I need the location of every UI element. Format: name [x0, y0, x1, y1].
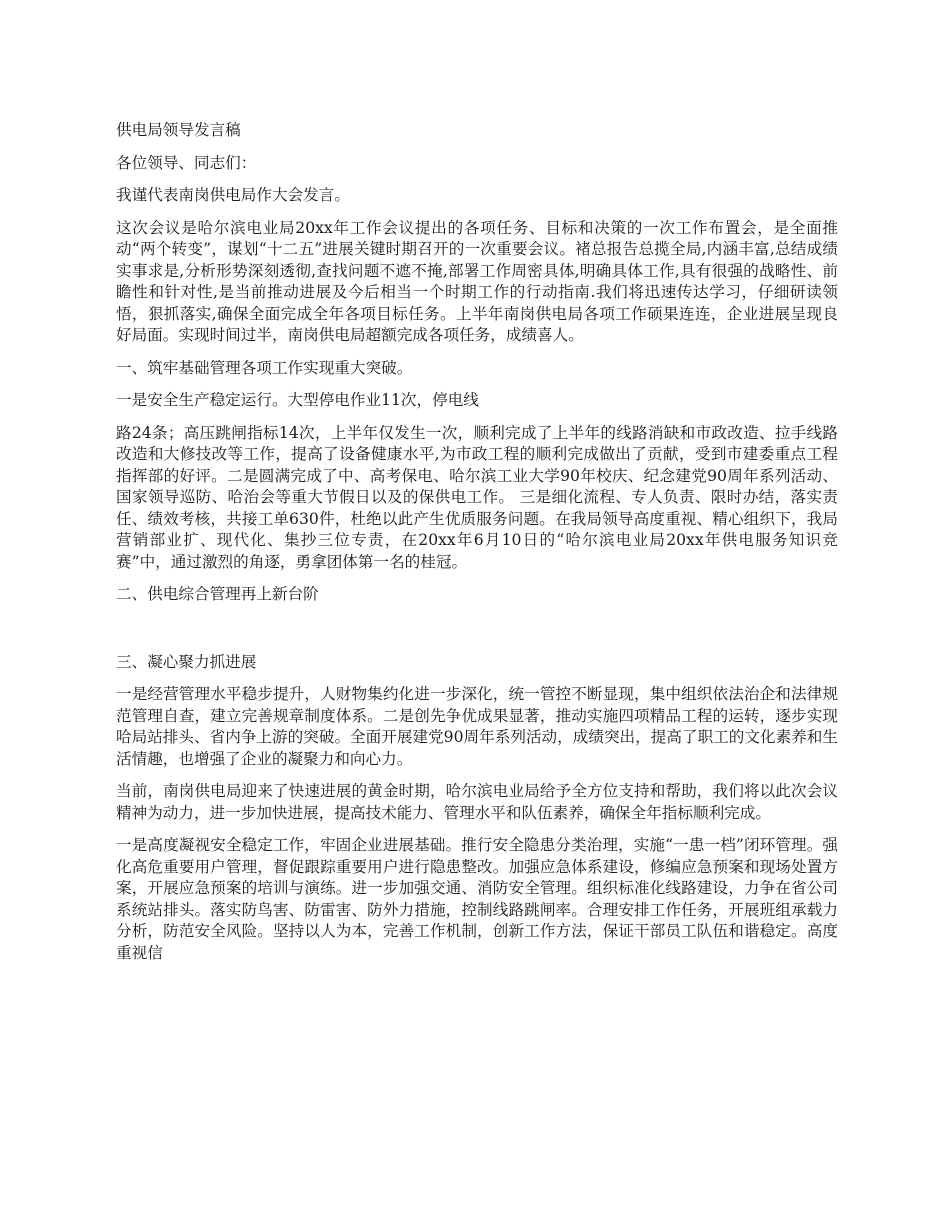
paragraph-meeting-summary: 这次会议是哈尔滨电业局20xx年工作会议提出的各项任务、目标和决策的一次工作布置会，是全面推动“两个转变”，谋划“十二五”进展关键时期召开的一次重要会议。褚总报告总揽全局,内涵丰富,总结成绩实事求是,分析形势深刻透彻,查找问题不遮不掩,部署工作周密具体,明确具体工作,具有很强的战略性、前瞻性和针对性,是当前推动进展及今后相当一个时期工作的行动指南.我们将迅速传达学习，仔细研读领悟，狠抓落实,确保全面完成全年各项目标任务。上半年南岗供电局各项工作硕果连连，企业进展呈现良好局面。实现时间过半，南岗供电局超额完成各项任务，成绩喜人。	[116, 218, 838, 344]
section-heading-3: 三、凝心聚力抓进展	[116, 652, 257, 671]
section-heading-2: 二、供电综合管理再上新台阶	[116, 585, 319, 603]
document-body	[116, 120, 838, 975]
paragraph-safety-stability: 一是高度凝视安全稳定工作，牢固企业进展基础。推行安全隐患分类治理，实施“一患一档”闭环管理。强化高危重要用户管理，督促跟踪重要用户进行隐患整改。加强应急体系建设，修编应急预案和现场处置方案，开展应急预案的培训与演练。进一步加强交通、消防安全管理。组织标准化线路建设，力争在省公司系统站排头。落实防鸟害、防雷害、防外力措施，控制线路跳闸率。合理安排工作任务，开展班组承载力分析，防范安全风险。坚持以人为本，完善工作机制，创新工作方法，保证干部员工队伍和谐稳定。高度重视信	[116, 836, 838, 962]
document-title: 供电局领导发言稿	[116, 121, 241, 139]
paragraph-salutation: 各位领导、同志们：	[116, 153, 257, 172]
paragraph-intro: 我谨代表南岗供电局作大会发言。	[116, 186, 350, 204]
section-heading-1: 一、筑牢基础管理各项工作实现重大突破。	[116, 358, 413, 377]
blank-spacer	[116, 617, 838, 652]
paragraph-current-period: 当前，南岗供电局迎来了快速进展的黄金时期，哈尔滨电业局给予全方位支持和帮助，我们将以此次会议精神为动力，进一步加快进展，提高技术能力、管理水平和队伍素养，确保全年指标顺利完成。	[116, 782, 838, 822]
paragraph-safety-line: 一是安全生产稳定运行。大型停电作业11次，停电线	[116, 391, 479, 409]
paragraph-management: 一是经营管理水平稳步提升，人财物集约化进一步深化，统一管控不断显现，集中组织依法治企和法律规范管理自查，建立完善规章制度体系。二是创先争优成果显著，推动实施四项精品工程的运转，逐步实现哈局站排头、省内争上游的突破。全面开展建党90周年系列活动，成绩突出，提高了职工的文化素养和生活情趣，也增强了企业的凝聚力和向心力。	[116, 685, 838, 768]
paragraph-safety-details: 路24条；高压跳闸指标14次，上半年仅发生一次，顺利完成了上半年的线路消缺和市政改造、拉手线路改造和大修技改等工作，提高了设备健康水平,为市政工程的顺利完成做出了贡献，受到市建委重点工程指挥部的好评。二是圆满完成了中、高考保电、哈尔滨工业大学90年校庆、纪念建党90周年系列活动、国家领导巡防、哈治会等重大节假日以及的保供电工作。 三是细化流程、专人负责、限时办结，落实责任、绩效考核，共接工单630件，杜绝以此产生优质服务问题。在我局领导高度重视、精心组织下，我局营销部业扩、现代化、集抄三位专责，在20xx年6月10日的“哈尔滨电业局20xx年供电服务知识竞赛”中，通过激烈的角逐，勇拿团体第一名的桂冠。	[116, 423, 838, 571]
